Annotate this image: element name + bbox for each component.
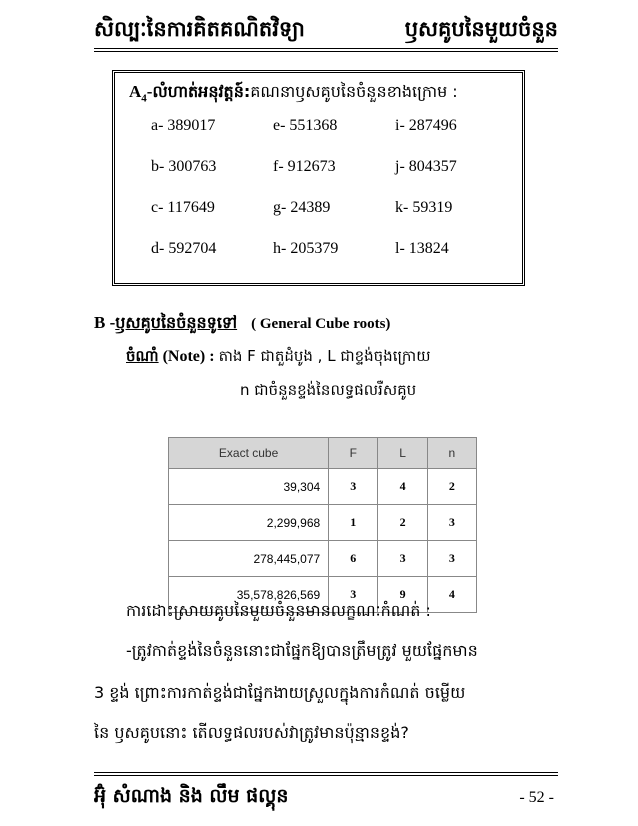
exercise-item: k- 59319 [395, 199, 453, 216]
section-b-title-en: ( General Cube roots) [251, 316, 391, 332]
col-header-l: L [378, 438, 427, 469]
note-keyword: ចំណាំ [126, 347, 159, 365]
exercise-item: h- 205379 [273, 240, 339, 257]
cell-l: 3 [378, 541, 427, 577]
footer-authors: អ៊ុំ សំណាង និង លឹម ផល្គុន [94, 785, 289, 807]
cell-l: 2 [378, 505, 427, 541]
cell-n: 3 [427, 505, 476, 541]
body-paragraph-line-3: 3 ខ្ទង់ ព្រោះការកាត់ខ្ទង់ជាផ្នែកងាយស្រួលក្នុងការកំណត់ ចម្លើយ [94, 683, 466, 702]
table-header-row [169, 438, 477, 469]
cell-exact-cube: 39,304 [169, 469, 329, 505]
exercise-item: c- 117649 [151, 199, 215, 216]
cell-l: 4 [378, 469, 427, 505]
cell-f: 3 [329, 469, 378, 505]
exercise-label-dash: - [146, 82, 153, 101]
note-paren: (Note) : [162, 348, 215, 365]
exercise-item: l- 13824 [395, 240, 449, 257]
exercise-item: f- 912673 [273, 158, 336, 175]
cell-l: 9 [378, 577, 427, 613]
exercise-item: g- 24389 [273, 199, 331, 216]
col-header-f: F [329, 438, 378, 469]
page-header [94, 12, 558, 46]
page-number: - 52 - [519, 789, 554, 806]
header-chapter-title: ឫសគូបនៃមួយចំនួន [404, 17, 558, 41]
cell-n: 2 [427, 469, 476, 505]
section-b-heading [94, 312, 390, 336]
cell-f: 1 [329, 505, 378, 541]
exercise-label-subscript: 4 [141, 92, 147, 105]
cell-n: 4 [427, 577, 476, 613]
exercise-label-kh: លំហាត់អនុវត្តន៍: [152, 82, 251, 101]
header-book-title: សិល្បៈនៃការគិតគណិតវិទ្យា [94, 17, 305, 41]
col-header-n: n [427, 438, 476, 469]
exercise-item: i- 287496 [395, 117, 457, 134]
cell-exact-cube: 2,299,968 [169, 505, 329, 541]
body-paragraph-line-1: ការដោះស្រាយគូបនៃមួយចំនួនមានលក្ខណៈកំណត់ : [126, 601, 431, 620]
cell-f: 6 [329, 541, 378, 577]
header-divider [94, 48, 558, 52]
cell-f: 3 [329, 577, 378, 613]
col-header-exact-cube: Exact cube [169, 438, 329, 469]
body-paragraph-line-4: នៃ ឫសគូបនោះ តើលទ្ធផលរបស់វាត្រូវមានប៉ុន្មានខ្ទង់? [94, 723, 409, 742]
exercise-item: b- 300763 [151, 158, 217, 175]
exercise-label-letter: A [129, 82, 142, 101]
note-line-1 [126, 347, 431, 369]
exercise-item: a- 389017 [151, 117, 216, 134]
note-definition-1: តាង F ជាតួដំបូង , L ជាខ្ទង់ចុងក្រោយ [218, 347, 431, 365]
exercise-title [129, 81, 458, 105]
body-paragraph-line-2: -ត្រូវកាត់ខ្ទង់នៃចំនួននោះជាផ្នែកឱ្យបានត្រឹមត្រូវ មួយផ្នែកមាន [126, 641, 478, 660]
exercise-item: j- 804357 [395, 158, 457, 175]
footer-divider [94, 772, 558, 776]
cell-exact-cube: 278,445,077 [169, 541, 329, 577]
table-row [169, 469, 477, 505]
table-row [169, 505, 477, 541]
cell-exact-cube: 35,578,826,569 [169, 577, 329, 613]
exercise-item: e- 551368 [273, 117, 338, 134]
exercise-box [112, 70, 525, 286]
exercise-instruction: គណនាឫសគូបនៃចំនួនខាងក្រោម : [250, 82, 458, 101]
cube-table [168, 437, 477, 613]
section-b-title-kh: ឫសគូបនៃចំនួនទូទៅ [115, 313, 238, 332]
note-line-2: n ជាចំនួនខ្ទង់នៃលទ្ធផលរឺសគូប [240, 381, 417, 399]
cell-n: 3 [427, 541, 476, 577]
exercise-item: d- 592704 [151, 240, 217, 257]
section-b-prefix: B - [94, 313, 116, 332]
table-row [169, 541, 477, 577]
